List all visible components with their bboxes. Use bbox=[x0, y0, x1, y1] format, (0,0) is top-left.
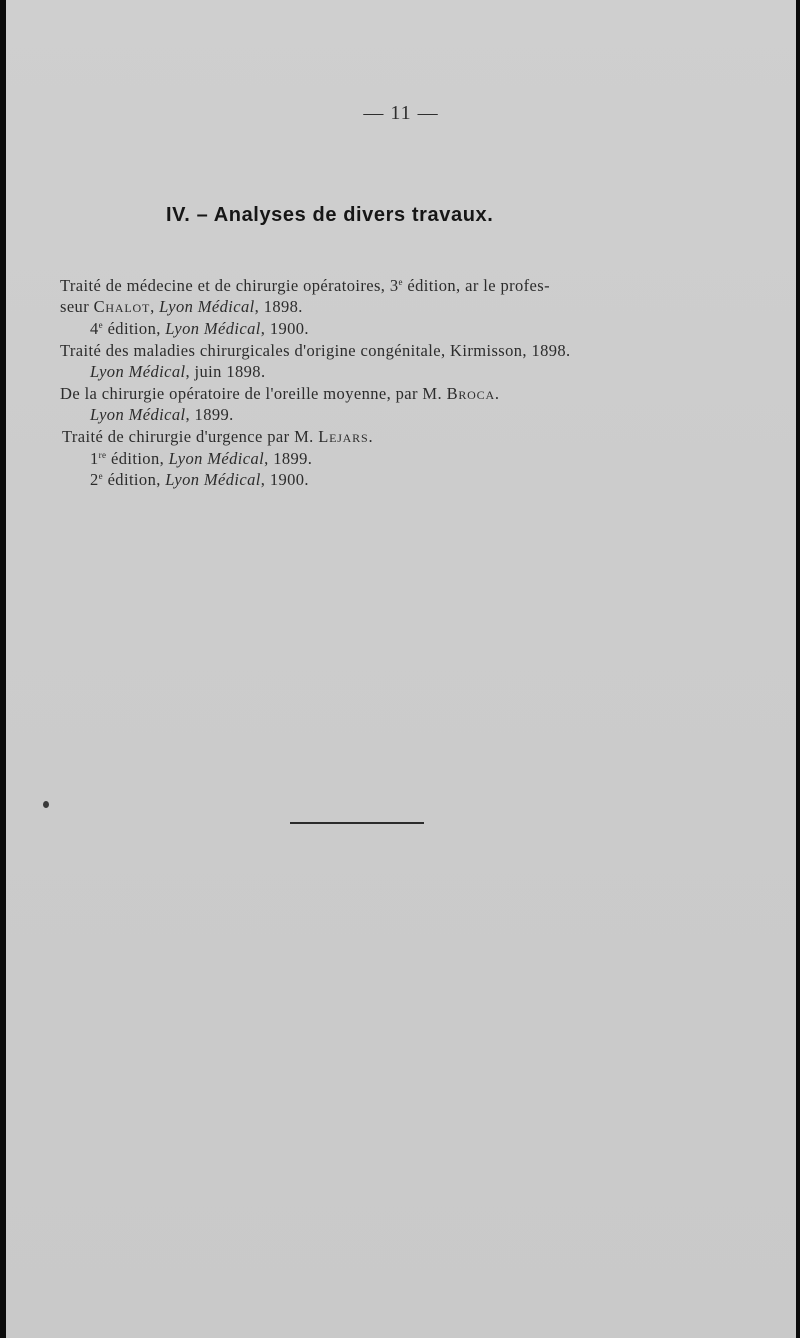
entry-line-9 bbox=[90, 449, 312, 469]
closing-rule bbox=[290, 822, 424, 824]
author-name: Broca bbox=[446, 384, 495, 403]
journal-name: Lyon Médical bbox=[90, 405, 186, 424]
journal-name: Lyon Médical bbox=[168, 449, 265, 468]
entry-text: , 1900. bbox=[260, 319, 309, 338]
entry-text: Traité de médecine et de chirurgie opératoires, 3 bbox=[60, 276, 399, 295]
entry-text: édition, bbox=[103, 470, 166, 489]
author-name: Lejars bbox=[318, 427, 369, 446]
entry-text: édition, bbox=[106, 449, 169, 468]
entry-text: . bbox=[368, 427, 373, 446]
entry-line-4: Traité des maladies chirurgicales d'origine congénitale, Kirmisson, 1898. bbox=[60, 341, 571, 360]
entry-text: seur bbox=[60, 297, 94, 316]
entry-text: 4 bbox=[90, 319, 99, 338]
journal-name: Lyon Médical bbox=[165, 470, 261, 489]
entry-text: , juin 1898. bbox=[185, 362, 266, 381]
page-number: — 11 — bbox=[363, 102, 439, 124]
entry-text: 1 bbox=[90, 449, 99, 468]
section-title: IV. – Analyses de divers travaux. bbox=[166, 204, 494, 226]
entry-line-8 bbox=[62, 427, 373, 447]
entry-line-6 bbox=[60, 384, 499, 404]
entry-text: , 1900. bbox=[260, 470, 309, 489]
superscript: e bbox=[398, 277, 403, 287]
superscript: e bbox=[98, 320, 104, 330]
entry-text: Traité de chirurgie d'urgence par M. bbox=[62, 427, 319, 446]
entry-line-7 bbox=[90, 405, 234, 425]
entry-text: édition, bbox=[103, 319, 166, 338]
entry-text: , 1899. bbox=[264, 449, 313, 468]
journal-name: Lyon Médical bbox=[165, 319, 261, 338]
ink-dot bbox=[43, 801, 49, 808]
entry-text: . bbox=[494, 384, 500, 403]
superscript: re bbox=[98, 450, 107, 460]
superscript: e bbox=[98, 471, 104, 481]
author-name: Chalot bbox=[93, 297, 151, 316]
entry-line-3 bbox=[90, 319, 309, 339]
entry-text: De la chirurgie opératoire de l'oreille moyenne, par M. bbox=[60, 384, 447, 403]
scanned-page bbox=[6, 0, 796, 1338]
entry-line-1 bbox=[60, 276, 550, 296]
journal-name: Lyon Médical bbox=[90, 362, 186, 381]
entry-text: édition, ar le profes- bbox=[402, 276, 550, 295]
entry-text: , 1898. bbox=[254, 297, 303, 316]
entry-text: , 1899. bbox=[185, 405, 234, 424]
entry-text: 2 bbox=[90, 470, 99, 489]
journal-name: Lyon Médical bbox=[159, 297, 255, 316]
entry-line-5 bbox=[90, 362, 265, 382]
entry-line-10 bbox=[90, 470, 309, 490]
entry-line-2: seur Chalot, Lyon Médical, 1898. bbox=[60, 297, 303, 316]
